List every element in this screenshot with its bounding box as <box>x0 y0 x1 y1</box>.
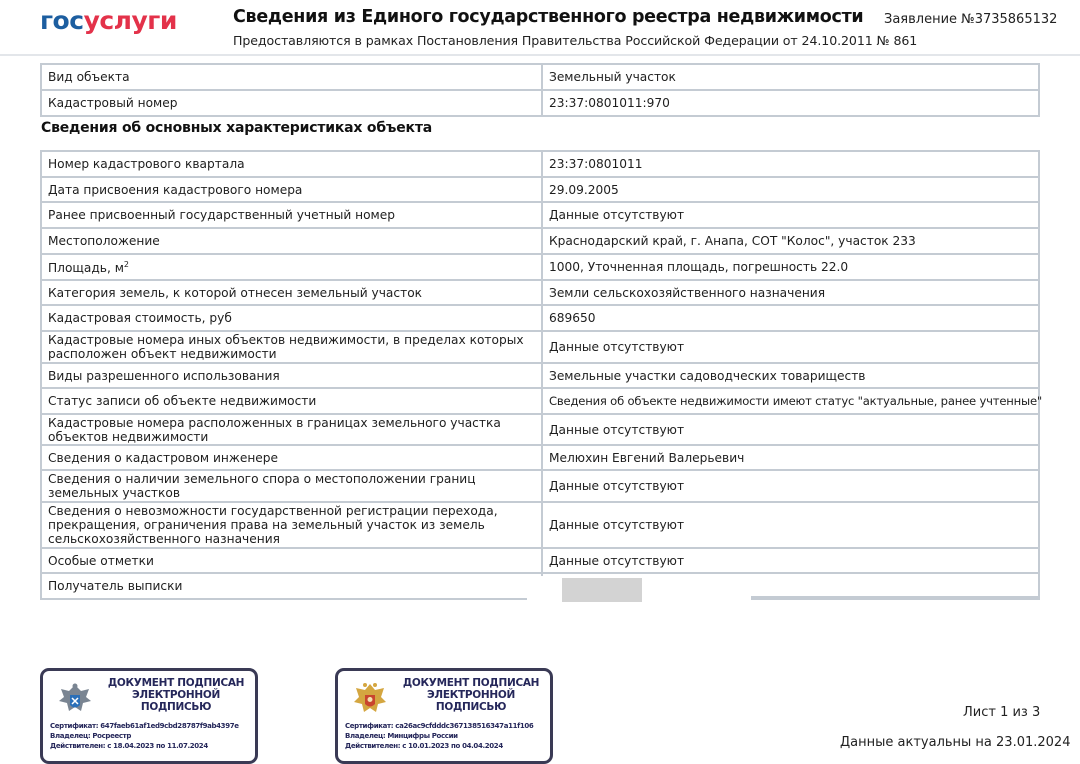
table-row <box>41 414 1039 445</box>
row-value: 1000, Уточненная площадь, погрешность 22.0 <box>542 254 1039 280</box>
russia-coat-of-arms-icon <box>350 679 390 719</box>
row-label: Кадастровые номера расположенных в границах земельного участка объектов недвижимости <box>41 414 542 445</box>
row-value: Земельный участок <box>542 64 1039 90</box>
application-number: Заявление №3735865132 <box>884 12 1058 27</box>
row-value: Данные отсутствуют <box>542 202 1039 228</box>
row-label: Номер кадастрового квартала <box>41 151 542 177</box>
certificate-owner: Владелец: Минцифры России <box>345 732 458 740</box>
row-label: Особые отметки <box>41 548 542 573</box>
row-value: 23:37:0801011:970 <box>542 90 1039 116</box>
certificate-number: Сертификат: 647faeb61af1ed9cbd28787f9ab4397e <box>50 722 239 730</box>
row-value: Данные отсутствуют <box>542 331 1039 363</box>
signature-stamp-mincifry <box>335 668 553 764</box>
row-value: Краснодарский край, г. Анапа, СОТ "Колос", участок 233 <box>542 228 1039 254</box>
table-row <box>41 331 1039 363</box>
certificate-validity: Действителен: с 18.04.2023 по 11.07.2024 <box>50 742 208 750</box>
table-bottom-border <box>751 596 1040 598</box>
row-value: Мелюхин Евгений Валерьевич <box>542 445 1039 470</box>
row-label: Местоположение <box>41 228 542 254</box>
row-value: Земельные участки садоводческих товариществ <box>542 363 1039 388</box>
row-label: Площадь, $м^2$ <box>41 254 542 280</box>
row-label: Вид объекта <box>41 64 542 90</box>
row-value: Земли сельскохозяйственного назначения <box>542 280 1039 305</box>
table-row <box>41 305 1039 331</box>
row-label: Сведения о невозможности государственной регистрации перехода, прекращения, ограничения права на земельный участок из земель сельскохозяйственного назначения <box>41 502 542 548</box>
table-row <box>41 90 1039 116</box>
object-table <box>40 63 1040 117</box>
certificate-validity: Действителен: с 10.01.2023 по 04.04.2024 <box>345 742 503 750</box>
table-row <box>41 363 1039 388</box>
data-actual-date: Данные актуальны на 23.01.2024 <box>840 735 1071 750</box>
row-value: 29.09.2005 <box>542 177 1039 202</box>
table-row <box>41 502 1039 548</box>
document-subtitle: Предоставляются в рамках Постановления Правительства Российской Федерации от 24.10.2011 № 861 <box>233 33 918 48</box>
table-row <box>41 64 1039 90</box>
stamp-heading: ДОКУМЕНТ ПОДПИСАН ЭЛЕКТРОННОЙ ПОДПИСЬЮ <box>402 677 540 713</box>
characteristics-table <box>40 150 1043 600</box>
table-row <box>41 548 1039 573</box>
row-label: Статус записи об объекте недвижимости <box>41 388 542 414</box>
signature-stamp-rosreestr <box>40 668 258 764</box>
row-label: Сведения о наличии земельного спора о местоположении границ земельных участков <box>41 470 542 502</box>
row-value: 689650 <box>542 305 1039 331</box>
row-label: Виды разрешенного использования <box>41 363 542 388</box>
table-row <box>41 177 1039 202</box>
table-row <box>41 470 1039 502</box>
table-row <box>41 202 1039 228</box>
row-label: Сведения о кадастровом инженере <box>41 445 542 470</box>
rosreestr-emblem-icon <box>55 679 95 719</box>
certificate-owner: Владелец: Росреестр <box>50 732 132 740</box>
stamp-details <box>50 721 239 751</box>
row-value: Данные отсутствуют <box>542 470 1039 502</box>
certificate-number: Сертификат: ca26ac9cfdddc367138516347a11f106 <box>345 722 534 730</box>
stamp-details <box>345 721 533 751</box>
table-row <box>41 445 1039 470</box>
row-label: Кадастровая стоимость, руб <box>41 305 542 331</box>
table-row <box>41 280 1039 305</box>
stamp-heading: ДОКУМЕНТ ПОДПИСАН ЭЛЕКТРОННОЙ ПОДПИСЬЮ <box>107 677 245 713</box>
row-label: Кадастровый номер <box>41 90 542 116</box>
document-title: Сведения из Единого государственного реестра недвижимости <box>233 7 864 27</box>
row-value: Данные отсутствуют <box>542 502 1039 548</box>
table-row <box>41 388 1039 414</box>
table-row <box>41 254 1039 280</box>
row-label: Получатель выписки <box>41 573 542 599</box>
row-label: Ранее присвоенный государственный учетный номер <box>41 202 542 228</box>
document-header <box>0 0 1080 56</box>
table-row <box>41 228 1039 254</box>
row-label: Кадастровые номера иных объектов недвижимости, в пределах которых расположен объект недвижимости <box>41 331 542 363</box>
redaction-block <box>562 578 642 602</box>
row-value: Данные отсутствуют <box>542 548 1039 573</box>
row-label: Категория земель, к которой отнесен земельный участок <box>41 280 542 305</box>
row-label: Дата присвоения кадастрового номера <box>41 177 542 202</box>
row-value: 23:37:0801011 <box>542 151 1039 177</box>
page-counter: Лист 1 из 3 <box>963 705 1041 720</box>
gosuslugi-logo: госуслуги <box>40 6 177 35</box>
section-title: Сведения об основных характеристиках объекта <box>41 120 432 136</box>
row-value: Сведения об объекте недвижимости имеют статус "актуальные, ранее учтенные" <box>542 388 1039 414</box>
table-row <box>41 151 1039 177</box>
row-value: Данные отсутствуют <box>542 414 1039 445</box>
